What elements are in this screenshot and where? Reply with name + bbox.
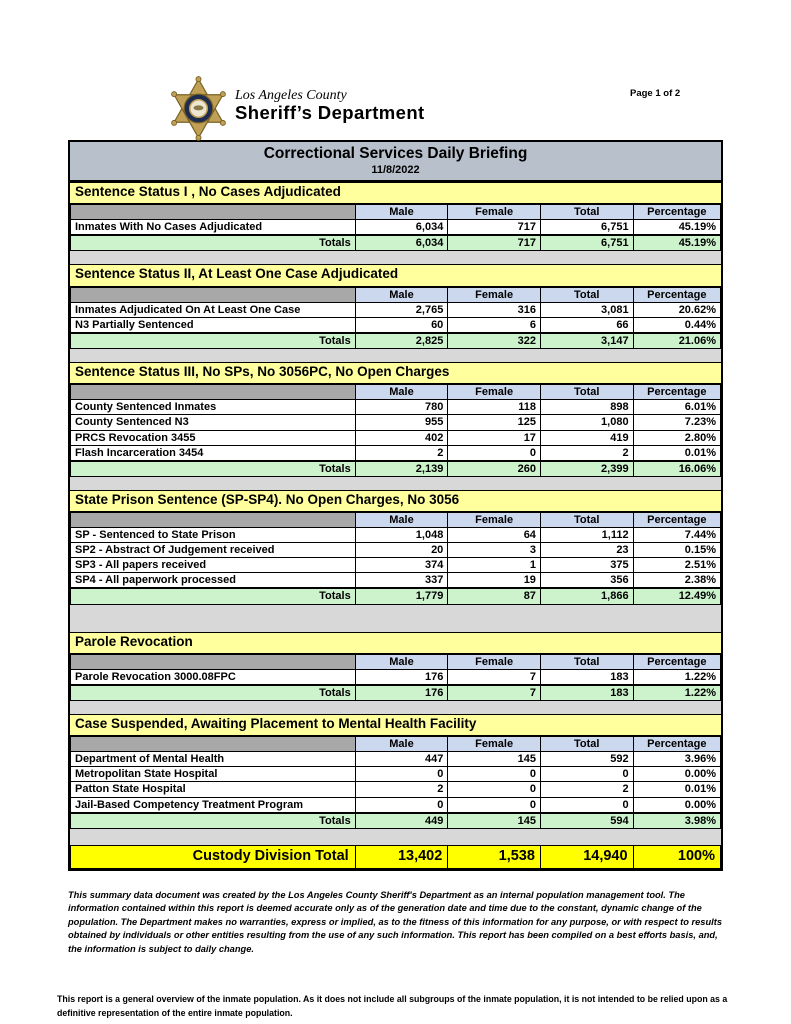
data-row — [71, 528, 721, 543]
cell-percentage: 0.01% — [633, 782, 720, 797]
row-label: SP - Sentenced to State Prison — [71, 528, 356, 543]
cell-total: 0 — [540, 797, 633, 813]
totals-male: 2,825 — [355, 333, 448, 349]
row-label: Patton State Hospital — [71, 782, 356, 797]
cell-male: 402 — [355, 430, 448, 445]
totals-percentage: 16.06% — [633, 461, 720, 477]
totals-label: Totals — [71, 461, 356, 477]
section-table — [70, 512, 721, 605]
row-label: County Sentenced N3 — [71, 415, 356, 430]
data-row — [71, 400, 721, 415]
data-row — [71, 302, 721, 317]
cell-male: 447 — [355, 752, 448, 767]
disclaimer-text: This summary data document was created by the Los Angeles County Sheriff's Department as an internal population management tool. The information contained within this report is deemed accurate only as of the generation date and time due to the constant, dynamic change of the population. The Department makes no warranties, express or implied, as to the fitness of this information for any purpose, or with respect to results obtained by individuals or other entities resulting from the use of any such information. This report has been compiled on a best efforts basis, and, the information is subject to daily change. — [68, 889, 723, 954]
cell-total: 23 — [540, 543, 633, 558]
cell-total: 6,751 — [540, 220, 633, 236]
row-label: Flash Incarceration 3454 — [71, 445, 356, 461]
cell-female: 6 — [448, 317, 541, 333]
report-date: 11/8/2022 — [371, 164, 420, 176]
section-table — [70, 204, 721, 251]
totals-female: 717 — [448, 235, 541, 251]
row-label: Jail-Based Competency Treatment Program — [71, 797, 356, 813]
data-row — [71, 415, 721, 430]
totals-percentage: 1.22% — [633, 685, 720, 701]
column-header-total: Total — [540, 737, 633, 752]
data-row — [71, 669, 721, 685]
totals-male: 1,779 — [355, 588, 448, 604]
report-title: Correctional Services Daily Briefing — [263, 145, 528, 162]
totals-male: 2,139 — [355, 461, 448, 477]
report-section — [70, 490, 721, 605]
cell-female: 1 — [448, 558, 541, 573]
row-label: SP2 - Abstract Of Judgement received — [71, 543, 356, 558]
column-header-male: Male — [355, 385, 448, 400]
row-label: Metropolitan State Hospital — [71, 767, 356, 782]
totals-percentage: 21.06% — [633, 333, 720, 349]
section-table — [70, 736, 721, 829]
cell-male: 176 — [355, 669, 448, 685]
cell-female: 0 — [448, 767, 541, 782]
column-header-female: Female — [448, 737, 541, 752]
column-header-female: Female — [448, 385, 541, 400]
totals-female: 260 — [448, 461, 541, 477]
column-header-female: Female — [448, 512, 541, 527]
section-title: Case Suspended, Awaiting Placement to Mental Health Facility — [70, 714, 721, 736]
corner-cell — [71, 512, 356, 527]
row-label: Inmates With No Cases Adjudicated — [71, 220, 356, 236]
column-header-row — [71, 287, 721, 302]
totals-male: 449 — [355, 813, 448, 829]
cell-male: 6,034 — [355, 220, 448, 236]
data-row — [71, 220, 721, 236]
cell-male: 337 — [355, 573, 448, 589]
corner-cell — [71, 205, 356, 220]
cell-female: 0 — [448, 797, 541, 813]
column-header-total: Total — [540, 205, 633, 220]
row-label: PRCS Revocation 3455 — [71, 430, 356, 445]
totals-female: 145 — [448, 813, 541, 829]
cell-female: 145 — [448, 752, 541, 767]
totals-total: 183 — [540, 685, 633, 701]
cell-female: 717 — [448, 220, 541, 236]
cell-female: 64 — [448, 528, 541, 543]
logo-department-text: Sheriff’s Department — [235, 102, 425, 124]
cell-total: 356 — [540, 573, 633, 589]
cell-male: 2 — [355, 445, 448, 461]
column-header-male: Male — [355, 287, 448, 302]
section-title: Sentence Status I , No Cases Adjudicated — [70, 182, 721, 204]
totals-row — [71, 333, 721, 349]
grand-total-female: 1,538 — [448, 845, 541, 868]
cell-percentage: 2.38% — [633, 573, 720, 589]
cell-percentage: 0.15% — [633, 543, 720, 558]
totals-percentage: 45.19% — [633, 235, 720, 251]
totals-row — [71, 588, 721, 604]
totals-percentage: 12.49% — [633, 588, 720, 604]
report-sections — [70, 182, 721, 829]
column-header-female: Female — [448, 287, 541, 302]
totals-female: 322 — [448, 333, 541, 349]
section-title: Sentence Status III, No SPs, No 3056PC, No Open Charges — [70, 362, 721, 384]
logo-text — [235, 76, 425, 124]
data-row — [71, 767, 721, 782]
totals-total: 3,147 — [540, 333, 633, 349]
column-header-male: Male — [355, 737, 448, 752]
corner-cell — [71, 385, 356, 400]
cell-total: 2 — [540, 445, 633, 461]
column-header-total: Total — [540, 287, 633, 302]
cell-percentage: 2.80% — [633, 430, 720, 445]
cell-total: 375 — [540, 558, 633, 573]
cell-female: 118 — [448, 400, 541, 415]
row-label: N3 Partially Sentenced — [71, 317, 356, 333]
sheriff-star-badge-icon — [167, 76, 230, 141]
cell-female: 17 — [448, 430, 541, 445]
column-header-row — [71, 654, 721, 669]
column-header-percentage: Percentage — [633, 287, 720, 302]
row-label: Department of Mental Health — [71, 752, 356, 767]
cell-female: 0 — [448, 445, 541, 461]
section-table — [70, 384, 721, 477]
cell-female: 316 — [448, 302, 541, 317]
cell-total: 898 — [540, 400, 633, 415]
cell-male: 1,048 — [355, 528, 448, 543]
column-header-female: Female — [448, 205, 541, 220]
totals-label: Totals — [71, 235, 356, 251]
cell-percentage: 20.62% — [633, 302, 720, 317]
section-title: State Prison Sentence (SP-SP4). No Open Charges, No 3056 — [70, 490, 721, 512]
column-header-percentage: Percentage — [633, 385, 720, 400]
cell-total: 1,080 — [540, 415, 633, 430]
grand-total-percentage: 100% — [633, 845, 720, 868]
cell-percentage: 2.51% — [633, 558, 720, 573]
row-label: SP3 - All papers received — [71, 558, 356, 573]
cell-male: 2 — [355, 782, 448, 797]
totals-total: 1,866 — [540, 588, 633, 604]
cell-female: 7 — [448, 669, 541, 685]
totals-percentage: 3.98% — [633, 813, 720, 829]
cell-percentage: 0.01% — [633, 445, 720, 461]
data-row — [71, 543, 721, 558]
section-title: Sentence Status II, At Least One Case Adjudicated — [70, 264, 721, 286]
cell-percentage: 7.23% — [633, 415, 720, 430]
cell-female: 0 — [448, 782, 541, 797]
column-header-total: Total — [540, 385, 633, 400]
totals-total: 6,751 — [540, 235, 633, 251]
totals-label: Totals — [71, 685, 356, 701]
cell-male: 780 — [355, 400, 448, 415]
cell-male: 0 — [355, 767, 448, 782]
cell-male: 20 — [355, 543, 448, 558]
data-row — [71, 430, 721, 445]
cell-total: 592 — [540, 752, 633, 767]
column-header-row — [71, 737, 721, 752]
cell-total: 419 — [540, 430, 633, 445]
cell-percentage: 1.22% — [633, 669, 720, 685]
cell-percentage: 0.00% — [633, 767, 720, 782]
row-label: Parole Revocation 3000.08FPC — [71, 669, 356, 685]
grand-total-total: 14,940 — [540, 845, 633, 868]
data-row — [71, 752, 721, 767]
totals-row — [71, 461, 721, 477]
cell-percentage: 3.96% — [633, 752, 720, 767]
column-header-percentage: Percentage — [633, 737, 720, 752]
totals-label: Totals — [71, 333, 356, 349]
footer-note: This report is a general overview of the inmate population. As it does not include all subgroups of the inmate population, it is not intended to be relied upon as a definitive representation of the entire inmate population. — [57, 994, 728, 1018]
cell-percentage: 45.19% — [633, 220, 720, 236]
logo-county-text: Los Angeles County — [235, 88, 347, 103]
totals-female: 87 — [448, 588, 541, 604]
report-section — [70, 182, 721, 251]
totals-label: Totals — [71, 588, 356, 604]
report-section — [70, 362, 721, 477]
column-header-male: Male — [355, 512, 448, 527]
lasd-logo — [167, 76, 425, 141]
section-table — [70, 654, 721, 701]
report-section — [70, 264, 721, 349]
report-body — [68, 140, 723, 871]
data-row — [71, 558, 721, 573]
column-header-male: Male — [355, 205, 448, 220]
corner-cell — [71, 654, 356, 669]
column-header-row — [71, 385, 721, 400]
report-section — [70, 632, 721, 701]
data-row — [71, 573, 721, 589]
totals-row — [71, 685, 721, 701]
cell-male: 955 — [355, 415, 448, 430]
custody-division-total-row — [70, 845, 721, 869]
column-header-row — [71, 205, 721, 220]
column-header-percentage: Percentage — [633, 512, 720, 527]
totals-male: 176 — [355, 685, 448, 701]
corner-cell — [71, 287, 356, 302]
report-section — [70, 714, 721, 829]
grand-total-row — [71, 845, 721, 868]
column-header-row — [71, 512, 721, 527]
data-row — [71, 317, 721, 333]
data-row — [71, 782, 721, 797]
cell-male: 374 — [355, 558, 448, 573]
cell-male: 60 — [355, 317, 448, 333]
cell-female: 3 — [448, 543, 541, 558]
row-label: SP4 - All paperwork processed — [71, 573, 356, 589]
totals-row — [71, 235, 721, 251]
column-header-male: Male — [355, 654, 448, 669]
column-header-percentage: Percentage — [633, 654, 720, 669]
section-table — [70, 287, 721, 349]
cell-male: 2,765 — [355, 302, 448, 317]
cell-female: 125 — [448, 415, 541, 430]
cell-total: 2 — [540, 782, 633, 797]
totals-female: 7 — [448, 685, 541, 701]
totals-total: 594 — [540, 813, 633, 829]
totals-total: 2,399 — [540, 461, 633, 477]
cell-percentage: 0.00% — [633, 797, 720, 813]
cell-percentage: 6.01% — [633, 400, 720, 415]
data-row — [71, 445, 721, 461]
column-header-total: Total — [540, 654, 633, 669]
column-header-percentage: Percentage — [633, 205, 720, 220]
page-indicator: Page 1 of 2 — [630, 88, 681, 99]
totals-label: Totals — [71, 813, 356, 829]
cell-total: 3,081 — [540, 302, 633, 317]
totals-male: 6,034 — [355, 235, 448, 251]
cell-male: 0 — [355, 797, 448, 813]
grand-total-label: Custody Division Total — [71, 845, 356, 868]
section-title: Parole Revocation — [70, 632, 721, 654]
cell-total: 66 — [540, 317, 633, 333]
row-label: County Sentenced Inmates — [71, 400, 356, 415]
cell-total: 183 — [540, 669, 633, 685]
grand-total-male: 13,402 — [355, 845, 448, 868]
cell-total: 0 — [540, 767, 633, 782]
corner-cell — [71, 737, 356, 752]
data-row — [71, 797, 721, 813]
column-header-total: Total — [540, 512, 633, 527]
page-header — [0, 0, 791, 140]
column-header-female: Female — [448, 654, 541, 669]
cell-total: 1,112 — [540, 528, 633, 543]
cell-female: 19 — [448, 573, 541, 589]
row-label: Inmates Adjudicated On At Least One Case — [71, 302, 356, 317]
report-title-bar — [70, 142, 721, 182]
cell-percentage: 0.44% — [633, 317, 720, 333]
totals-row — [71, 813, 721, 829]
cell-percentage: 7.44% — [633, 528, 720, 543]
